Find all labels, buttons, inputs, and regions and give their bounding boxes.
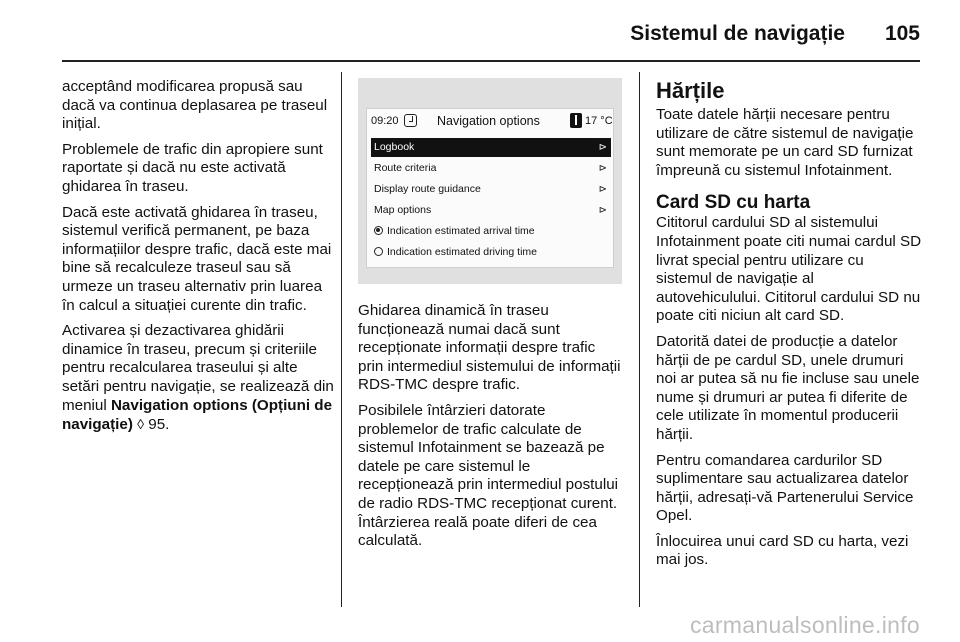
- column-2: [358, 302, 623, 558]
- column-3: [656, 78, 922, 577]
- column-1: [62, 78, 334, 442]
- chevron-right-icon: ⊳: [598, 184, 607, 195]
- thermometer-icon: [570, 113, 582, 128]
- screen-status-bar: [367, 109, 615, 133]
- paragraph: Problemele de trafic din apropiere sunt raportate și dacă nu este activată ghidarea în traseu.: [62, 140, 323, 195]
- menu-item-display-route-guidance[interactable]: [371, 180, 611, 199]
- column-divider-1: [341, 72, 342, 607]
- screen-temperature: 17 °C: [585, 115, 613, 127]
- menu-item-label: Route criteria: [374, 162, 437, 174]
- clock-icon: [404, 114, 417, 127]
- paragraph: Toate datele hărții necesare pentru utilizare de către sistemul de navigație sunt memorate pe un card SD furnizat împreună cu sistemul Infotainment.: [656, 106, 914, 179]
- paragraph-text: Activarea și dezactivarea ghidării dinamice în traseu, precum și criteriile pentru recalcularea traseului și alte setări pentru navigație, se realizează din meniul: [62, 322, 334, 414]
- infotainment-screen: [366, 108, 614, 268]
- screen-title: Navigation options: [437, 114, 540, 128]
- radio-label: Indication estimated arrival time: [387, 225, 535, 237]
- infotainment-screenshot: [358, 78, 622, 284]
- paragraph: Posibilele întârzieri datorate problemelor de trafic calculate de sistemul Infotainment se bazează pe datele pe care sistemul le recepționează prin intermediul postului de radio RDS-TMC recepționat curent. Întârzierea reală poate diferi de cea calculată.: [358, 401, 619, 550]
- menu-item-map-options[interactable]: [371, 201, 611, 220]
- screen-time: 09:20: [371, 115, 399, 127]
- menu-item-label: Logbook: [374, 141, 415, 153]
- page-number: 105: [884, 22, 920, 45]
- chevron-right-icon: ⊳: [598, 142, 607, 153]
- chevron-right-icon: ⊳: [598, 163, 607, 174]
- page-ref-icon: ◊: [137, 416, 145, 433]
- menu-item-label: Map options: [374, 204, 432, 216]
- page-header: [0, 0, 960, 62]
- header-title: Sistemul de navigație: [630, 22, 845, 45]
- radio-unselected-icon: [374, 247, 383, 256]
- paragraph: Ghidarea dinamică în traseu funcționează numai dacă sunt recepționate informații despre trafic prin intermediul sistemului de informații RDS-TMC despre trafic.: [358, 302, 621, 394]
- radio-driving-time[interactable]: [371, 243, 611, 262]
- menu-item-logbook[interactable]: [371, 138, 611, 157]
- menu-item-label: Display route guidance: [374, 183, 481, 195]
- paragraph: Înlocuirea unui card SD cu harta, vezi mai jos.: [656, 532, 909, 569]
- paragraph: acceptând modificarea propusă sau dacă va continua deplasarea pe traseul inițial.: [62, 78, 328, 133]
- menu-reference: Navigation options (Opțiuni de navigație): [62, 396, 333, 434]
- radio-arrival-time[interactable]: [371, 222, 611, 241]
- paragraph: Cititorul cardului SD al sistemului Infotainment poate citi numai cardul SD livrat special pentru utilizare cu sistemul de navigație al autovehiculului. Cititorul cardului SD nu poate citi niciun alt card SD.: [656, 214, 922, 325]
- paragraph: Datorită datei de producție a datelor hărții de pe cardul SD, unele drumuri noi ar putea să nu fie incluse sau unele nume și drumuri ar putea fi diferite de cele utilizate în momentul producerii hărții.: [656, 332, 920, 443]
- menu-item-route-criteria[interactable]: [371, 159, 611, 178]
- page-reference: 95.: [144, 416, 170, 434]
- header-rule: [62, 60, 920, 62]
- watermark: carmanualsonline.info: [689, 612, 920, 638]
- paragraph: [62, 322, 334, 435]
- radio-label: Indication estimated driving time: [387, 246, 537, 258]
- column-divider-2: [639, 72, 640, 607]
- radio-selected-icon: [374, 226, 383, 235]
- section-heading: Hărțile: [656, 78, 725, 103]
- paragraph: Pentru comandarea cardurilor SD suplimentare sau actualizarea datelor hărții, adresați-vă Partenerului Service Opel.: [656, 451, 914, 525]
- paragraph: Dacă este activată ghidarea în traseu, sistemul verifică permanent, pe baza informațiilor despre trafic, dacă este mai bine să recalculeze traseul sau să urmeze un traseu alternativ prin luarea în calcul a situației curente din trafic.: [62, 203, 332, 314]
- subsection-heading: Card SD cu harta: [656, 192, 811, 214]
- chevron-right-icon: ⊳: [598, 205, 607, 216]
